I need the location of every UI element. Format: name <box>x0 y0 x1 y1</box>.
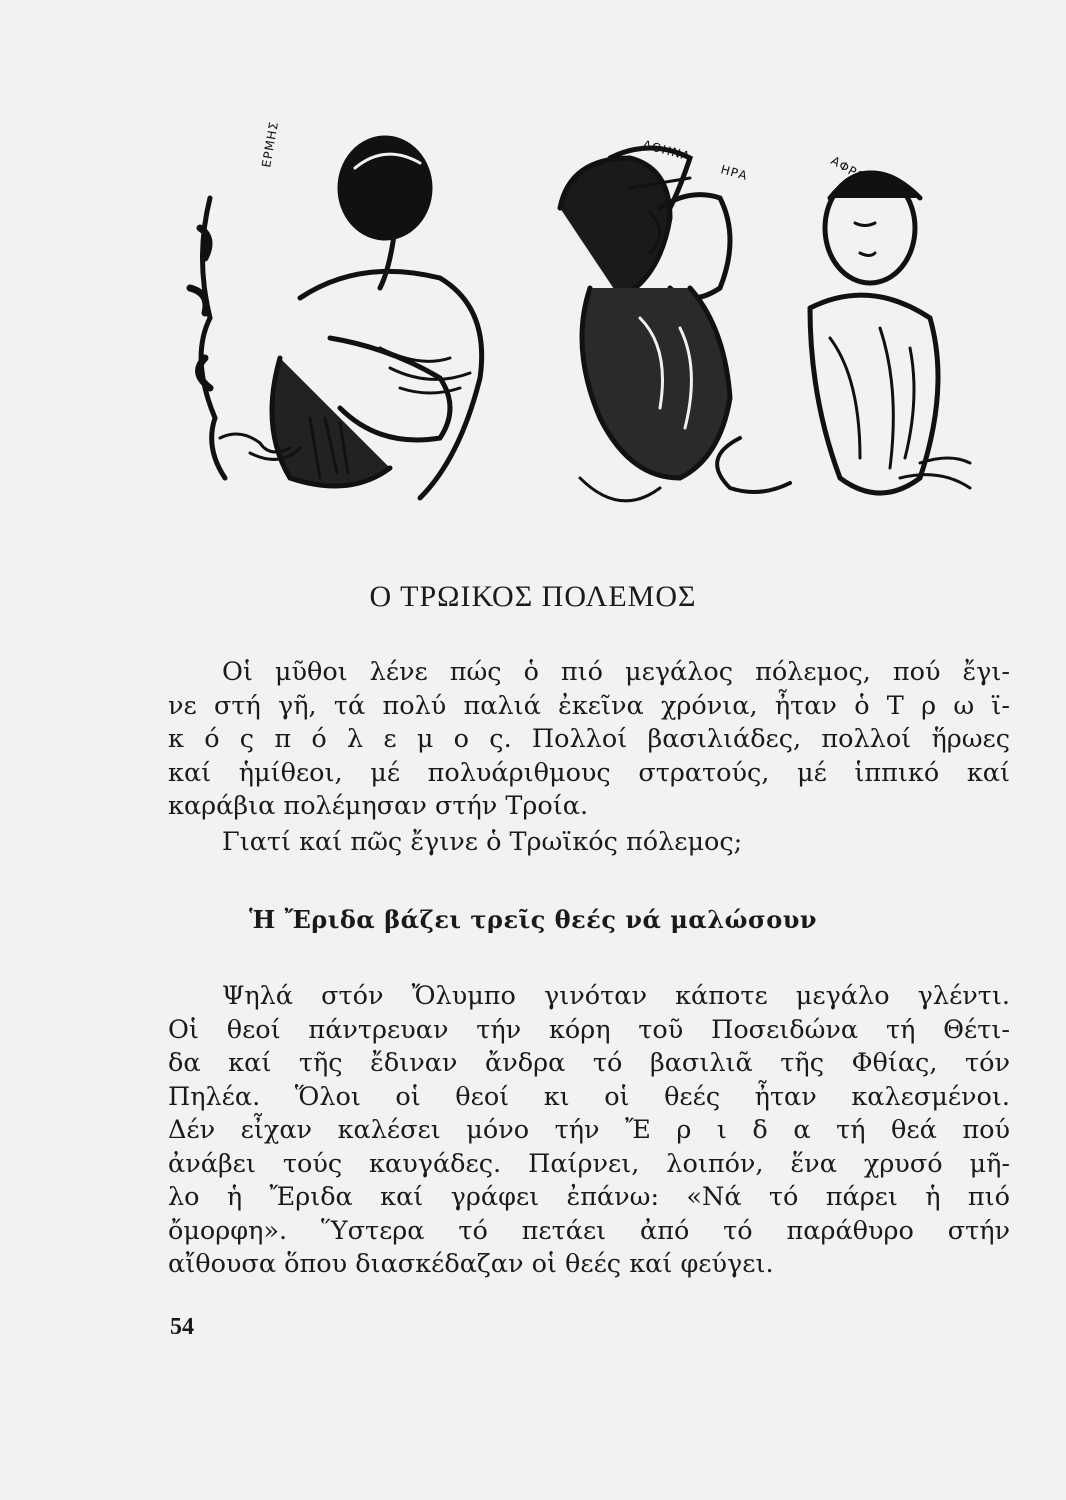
paragraph-line: καί ἡμίθεοι, μέ πολυάριθμους στρατούς, μέ ἱππικό καί <box>168 757 1010 788</box>
paragraph-line: αἴθουσα ὅπου διασκέδαζαν οἱ θεές καί φεύγει. <box>168 1249 774 1279</box>
paragraph-line: Οἱ μῦθοι λένε πώς ὁ πιό μεγάλος πόλεμος, πού ἔγι- <box>222 657 1010 687</box>
hermes-figure <box>190 138 482 498</box>
label-afroditi: ΑΦΡΟΔΙΤΗ <box>828 153 897 201</box>
chapter-title: Ο ΤΡΩΙΚΟΣ ΠΟΛΕΜΟΣ <box>369 580 697 613</box>
gods-illustration <box>180 118 1000 518</box>
paragraph-line: λο ἡ Ἔριδα καί γράφει ἐπάνω: «Νά τό πάρει ἡ πιό <box>168 1182 1010 1212</box>
goddesses-figures <box>560 148 970 501</box>
paragraph-intro <box>168 656 1010 824</box>
paragraph-question <box>168 826 1010 860</box>
paragraph-line: Πηλέα. Ὅλοι οἱ θεοί κι οἱ θεές ἦταν καλεσμένοι. <box>168 1081 1010 1112</box>
paragraph-line: Γιατί καί πῶς ἔγινε ὁ Τρωϊκός πόλεμος; <box>222 827 743 857</box>
gods-drawing <box>180 118 1000 518</box>
paragraph-olympus <box>168 980 1010 1282</box>
paragraph-line: κ ό ς π ό λ ε μ ο ς. Πολλοί βασιλιάδες, πολλοί ἥρωες <box>168 724 1010 754</box>
paragraph-line: καράβια πολέμησαν στήν Τροία. <box>168 791 589 821</box>
paragraph-line: νε στή γῆ, τά πολύ παλιά ἐκεῖνα χρόνια, ἦταν ὁ Τ ρ ω ϊ- <box>168 690 1010 721</box>
page-number: 54 <box>170 1314 194 1340</box>
paragraph-line: ὄμορφη». Ὕστερα τό πετάει ἀπό τό παράθυρο στήν <box>168 1215 1010 1246</box>
section-subheading: Ἡ Ἔριδα βάζει τρεῖς θεές νά μαλώσουν <box>248 905 818 934</box>
label-ira: ΗΡΑ <box>719 162 750 184</box>
paragraph-line: δα καί τῆς ἔδιναν ἄνδρα τό βασιλιᾶ τῆς Φθίας, τόν <box>168 1048 1010 1078</box>
paragraph-line: ἀνάβει τούς καυγάδες. Παίρνει, λοιπόν, ἕνα χρυσό μῆ- <box>168 1148 1010 1179</box>
paragraph-line: Ψηλά στόν Ὄλυμπο γινόταν κάποτε μεγάλο γλέντι. <box>222 981 1010 1011</box>
label-ermis: ΕΡΜΗΣ <box>259 120 282 169</box>
label-athina: ΑΘΗΝΑ <box>641 137 693 164</box>
paragraph-line: Δέν εἶχαν καλέσει μόνο τήν Ἔ ρ ι δ α τή θεά πού <box>168 1115 1010 1145</box>
paragraph-line: Οἱ θεοί πάντρευαν τήν κόρη τοῦ Ποσειδώνα τή Θέτι- <box>168 1014 1010 1045</box>
